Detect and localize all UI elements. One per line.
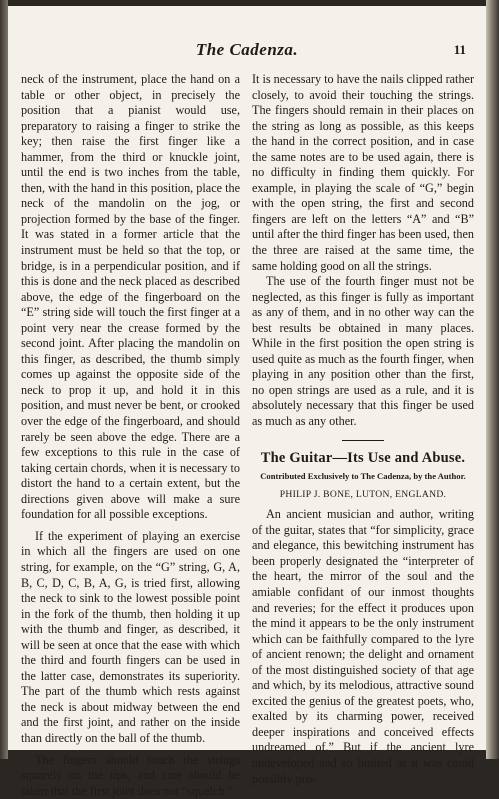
section-divider: [342, 440, 384, 441]
journal-title: The Cadenza.: [195, 40, 299, 59]
page-shadow-right: [486, 0, 499, 759]
document-page: [8, 6, 486, 798]
left-column: [21, 72, 240, 799]
paragraph: An ancient musician and author, writing of the guitar, states that “for simplicity, grace and elegance, this bewitching instrument has been properly designated the “interpreter of the heart, the mirror of the soul and the amiable confidant of our inmost thoughts and reveries; for the effect it produces upon the mind it appears to be the only instrument which can be faithfully compared to the lyre of ancient renown; the delight and ornament of the most distinguished society of that age and which, by its melodious, attractive sound excited the genius of the greatest poets, who, exalted by its charming power, received deeper inspirations and conceived effects undreamed of.” But if the ancient lyre undeveloped and so limited as it was could possibly pro-: [252, 507, 474, 786]
right-column: [252, 72, 474, 787]
paragraph: If the experiment of playing an exercise in which all the fingers are used on one string, for example, on the “G” string, G, A, B, C, D, C, B, A, G, is tried first, allowing the neck to sink to the lowest possible point in the fork of the thumb, then holding it up with the thumb and finger, as described, it will be seen at once that the ease with which the third and fourth fingers can be used in the latter case, demonstrates its superiority. The part of the thumb which rests against the neck is about midway between the end and the first joint, and rather on the inside than directly on the ball of the thumb.: [21, 528, 240, 745]
article-contributed-line: Contributed Exclusively to The Cadenza, by the Author.: [260, 471, 466, 482]
article-author: PHILIP J. BONE, LUTON, ENGLAND.: [279, 488, 447, 500]
page-shadow-left: [0, 0, 8, 759]
paragraph: It is necessary to have the nails clipped rather closely, to avoid their touching the strings. The fingers should remain in their places on the string as long as possible, as this keeps the hand in the correct position, and in case the same notes are to be used again, there is no difficulty in finding them quickly. For example, in playing the scale of “G,” begin with the open string, the first and second fingers are left on the letters “A” and “B” until after the third finger has been used, then the three are raised at the same time, the same holding good on all the strings.: [252, 72, 474, 273]
paragraph: The use of the fourth finger must not be neglected, as this finger is fully as important as any of them, and in no other way can the best results be obtained in many places. While in the first position the open string is used quite as much as the fourth finger, when playing in any position other than the first, no open strings are used as a rule, and it is absolutely necessary that this finger be used as much as any other.: [252, 274, 474, 429]
paragraph: The fingers should touch the strings squarely on the tips, and care should be taken that the first joint does not “squelch.”: [21, 752, 240, 798]
page-header: [8, 40, 486, 62]
page-number: 11: [453, 42, 466, 57]
paragraph: neck of the instrument, place the hand on a table or other object, in precisely the position that a pianist would use, preparatory to raising a finger to strike the key; then raise the first finger like a hammer, from the third or knuckle joint, until the end is two inches from the table, then, with the hand in this position, place the neck of the mandolin on the jog, or projection formed by the base of the finger. It was stated in a former article that the instrument must be held so that the top, or bridge, is in a perpendicular position, and if this is done and the neck placed as described above, the edge of the fingerboard on the “E” string side will touch the first finger at a point very near the crease formed by the second joint. After placing the mandolin on this finger, as described, the thumb simply comes up against the opposite side of the neck to prop it up, and hold it in this position, and must never be bent, or crooked over the edge of the fingerboard, and should rarely be seen above the edge. There are a few exceptions to this rule in the case of taking certain chords, when it is necessary to distort the hand to a certain extent, but the directions given above will make a sure foundation for all possible exceptions.: [21, 72, 240, 522]
article-title: The Guitar—Its Use and Abuse.: [260, 449, 466, 466]
